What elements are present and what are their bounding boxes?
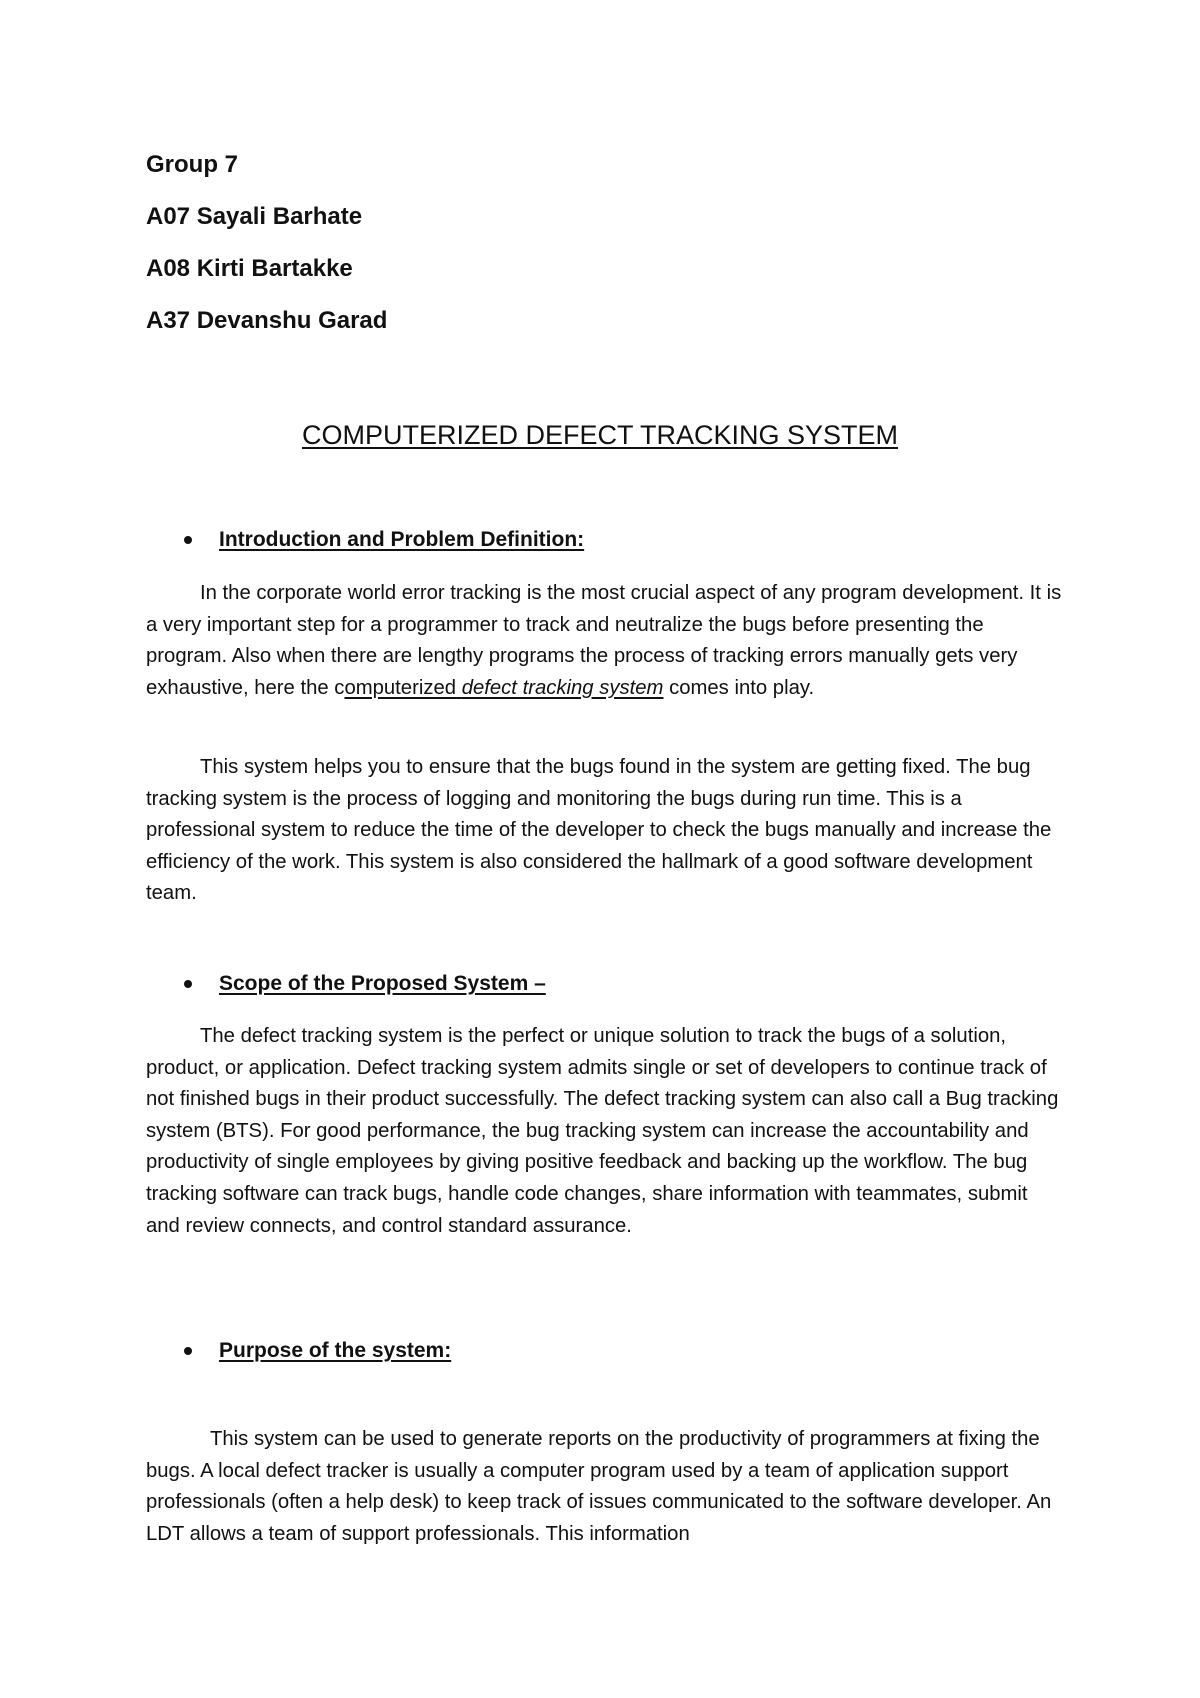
computerized-underlined-text: omputerized — [344, 676, 457, 699]
section-heading-intro: Introduction and Problem Definition: — [219, 528, 585, 551]
purpose-paragraph: This system can be used to generate reports on the productivity of programmers at fixing the bugs. A local defect tracker is usually a computer program used by a team of application support professionals (often a help desk) to keep track of issues communicated to the software developer. An LDT allows a team of support professionals. This information — [146, 1428, 1052, 1545]
bullet-icon — [184, 1347, 192, 1355]
bullet-icon — [184, 536, 192, 544]
document-title: COMPUTERIZED DEFECT TRACKING SYSTEM — [301, 420, 899, 450]
section-heading-scope: Scope of the Proposed System – — [219, 972, 546, 995]
defect-tracking-system-underlined-text: defect tracking system — [461, 676, 664, 699]
member-line-2: A08 Kirti Bartakke — [146, 255, 353, 282]
bullet-icon — [184, 980, 192, 988]
intro-paragraph-2: This system helps you to ensure that the bugs found in the system are getting fixed. The bug tracking system is the process of logging and monitoring the bugs during run time. This is a professional system to reduce the time of the developer to check the bugs manually and increase the efficiency of the work. This system is also considered the hallmark of a good software development team. — [146, 756, 1052, 905]
member-line-3: A37 Devanshu Garad — [146, 307, 388, 334]
group-label: Group 7 — [146, 151, 239, 178]
member-line-1: A07 Sayali Barhate — [146, 203, 363, 230]
section-heading-purpose: Purpose of the system: — [219, 1339, 452, 1362]
scope-paragraph: The defect tracking system is the perfect or unique solution to track the bugs of a solution, product, or application. Defect tracking system admits single or set of developers to continue track of not finished bugs in their product successfully. The defect tracking system can also call a Bug tracking system (BTS). For good performance, the bug tracking system can increase the accountability and productivity of single employees by giving positive feedback and backing up the workflow. The bug tracking software can track bugs, handle code changes, share information with teammates, submit and review connects, and control standard assurance. — [146, 1025, 1059, 1237]
intro-paragraph-1: In the corporate world error tracking is the most crucial aspect of any program development. It is a very important step for a programmer to track and neutralize the bugs before presenting the program. Also when there are lengthy programs the process of tracking errors manually gets very exhaustive, here the computerized defect tracking system comes into play. — [146, 582, 1062, 699]
